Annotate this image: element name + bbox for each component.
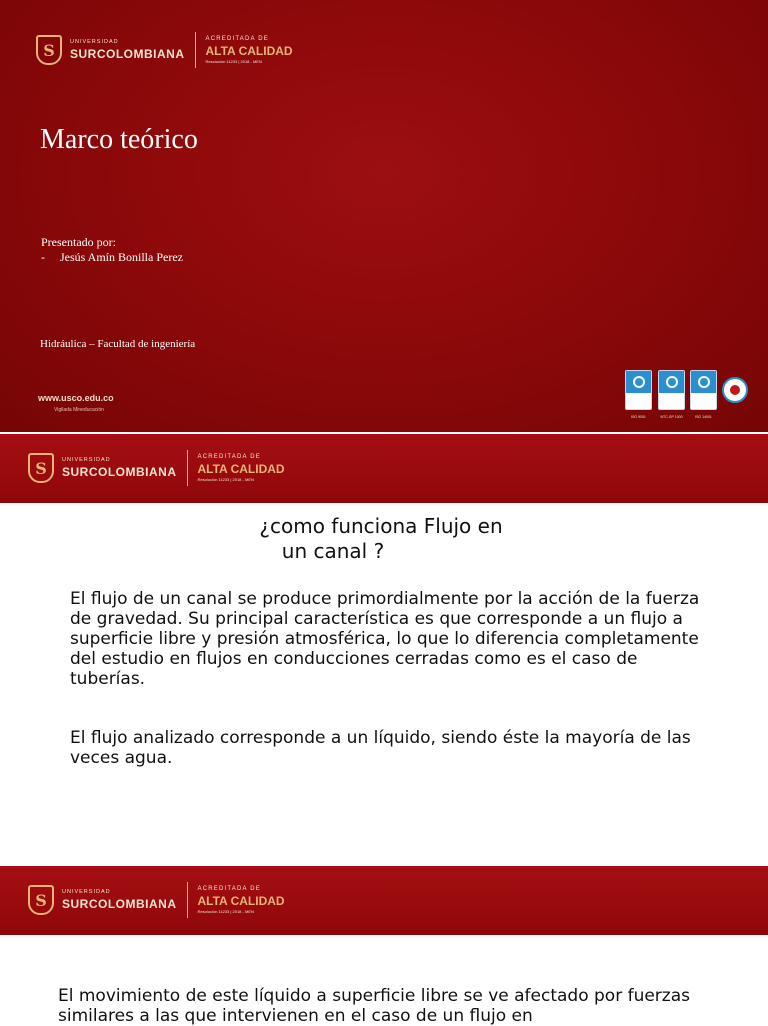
accredited-big-label: ALTA CALIDAD xyxy=(205,44,293,58)
slide-header-band xyxy=(0,866,768,935)
logo-divider xyxy=(195,32,196,68)
resolution-label: Resolución 11233 | 2018 - MEN xyxy=(205,59,262,64)
university-logo xyxy=(36,32,293,68)
course-label: Hidráulica – Facultad de ingeniería xyxy=(40,338,196,350)
title-slide xyxy=(0,0,768,432)
university-name: SURCOLOMBIANA xyxy=(62,464,177,479)
heading-line-1: ¿como funciona Flujo en xyxy=(259,514,503,538)
cert-label: NTC-GP 1000 xyxy=(660,415,683,419)
paragraph: El flujo analizado corresponde a un líquido, siendo éste la mayoría de las veces agua. xyxy=(70,728,691,768)
resolution-label: Resolución 11233 | 2018 - MEN xyxy=(197,477,254,482)
shield-icon: S xyxy=(36,35,62,65)
university-small-label: UNIVERSIDAD xyxy=(62,889,111,896)
slide-title: Marco teórico xyxy=(40,124,198,155)
presenter-block xyxy=(41,235,183,265)
accreditation-badge xyxy=(198,454,285,482)
university-name: SURCOLOMBIANA xyxy=(62,896,177,911)
accredited-big-label: ALTA CALIDAD xyxy=(197,462,285,476)
cert-label: ISO 9001 xyxy=(631,415,646,419)
university-logo xyxy=(28,450,285,486)
certification-badge-icon xyxy=(658,370,685,410)
university-small-label: UNIVERSIDAD xyxy=(62,457,111,464)
accredited-small-label: ACREDITADA DE xyxy=(197,886,261,892)
presented-by-label: Presentado por: xyxy=(41,235,116,249)
slide-heading xyxy=(0,514,762,564)
author-bullet: - xyxy=(41,250,45,264)
accreditation-badge xyxy=(206,36,293,64)
cert-label: ISO 14001 xyxy=(695,415,712,419)
slide-header-band xyxy=(0,434,768,503)
university-logo xyxy=(28,882,285,918)
paragraph: El flujo de un canal se produce primordialmente por la acción de la fuerza de gravedad. Su principal característica es que corresponde a un flujo a superficie libre y presión atmosférica, lo que lo diferencia completamente del estudio en flujos en conducciones cerradas como es el caso de tuberías. xyxy=(70,589,700,689)
website-link[interactable]: www.usco.edu.co xyxy=(38,393,114,403)
certification-badge-icon xyxy=(690,370,717,410)
vigilada-label: Vigilada Mineducación xyxy=(54,407,104,413)
accreditation-badge xyxy=(198,886,285,914)
accredited-big-label: ALTA CALIDAD xyxy=(197,894,285,908)
university-name: SURCOLOMBIANA xyxy=(70,46,185,61)
logo-divider xyxy=(187,450,188,486)
shield-icon: S xyxy=(28,453,54,483)
certification-badge-icon xyxy=(625,370,652,410)
accredited-small-label: ACREDITADA DE xyxy=(205,36,269,42)
accredited-small-label: ACREDITADA DE xyxy=(197,454,261,460)
author-name: Jesús Amín Bonilla Perez xyxy=(60,250,183,264)
resolution-label: Resolución 11233 | 2018 - MEN xyxy=(197,909,254,914)
university-small-label: UNIVERSIDAD xyxy=(70,39,119,46)
iqnet-seal-icon xyxy=(722,377,748,403)
shield-icon: S xyxy=(28,885,54,915)
paragraph: El movimiento de este líquido a superficie libre se ve afectado por fuerzas similares a las que intervienen en el caso de un flujo en xyxy=(58,986,690,1026)
logo-divider xyxy=(187,882,188,918)
heading-line-2: un canal ? xyxy=(281,539,385,563)
